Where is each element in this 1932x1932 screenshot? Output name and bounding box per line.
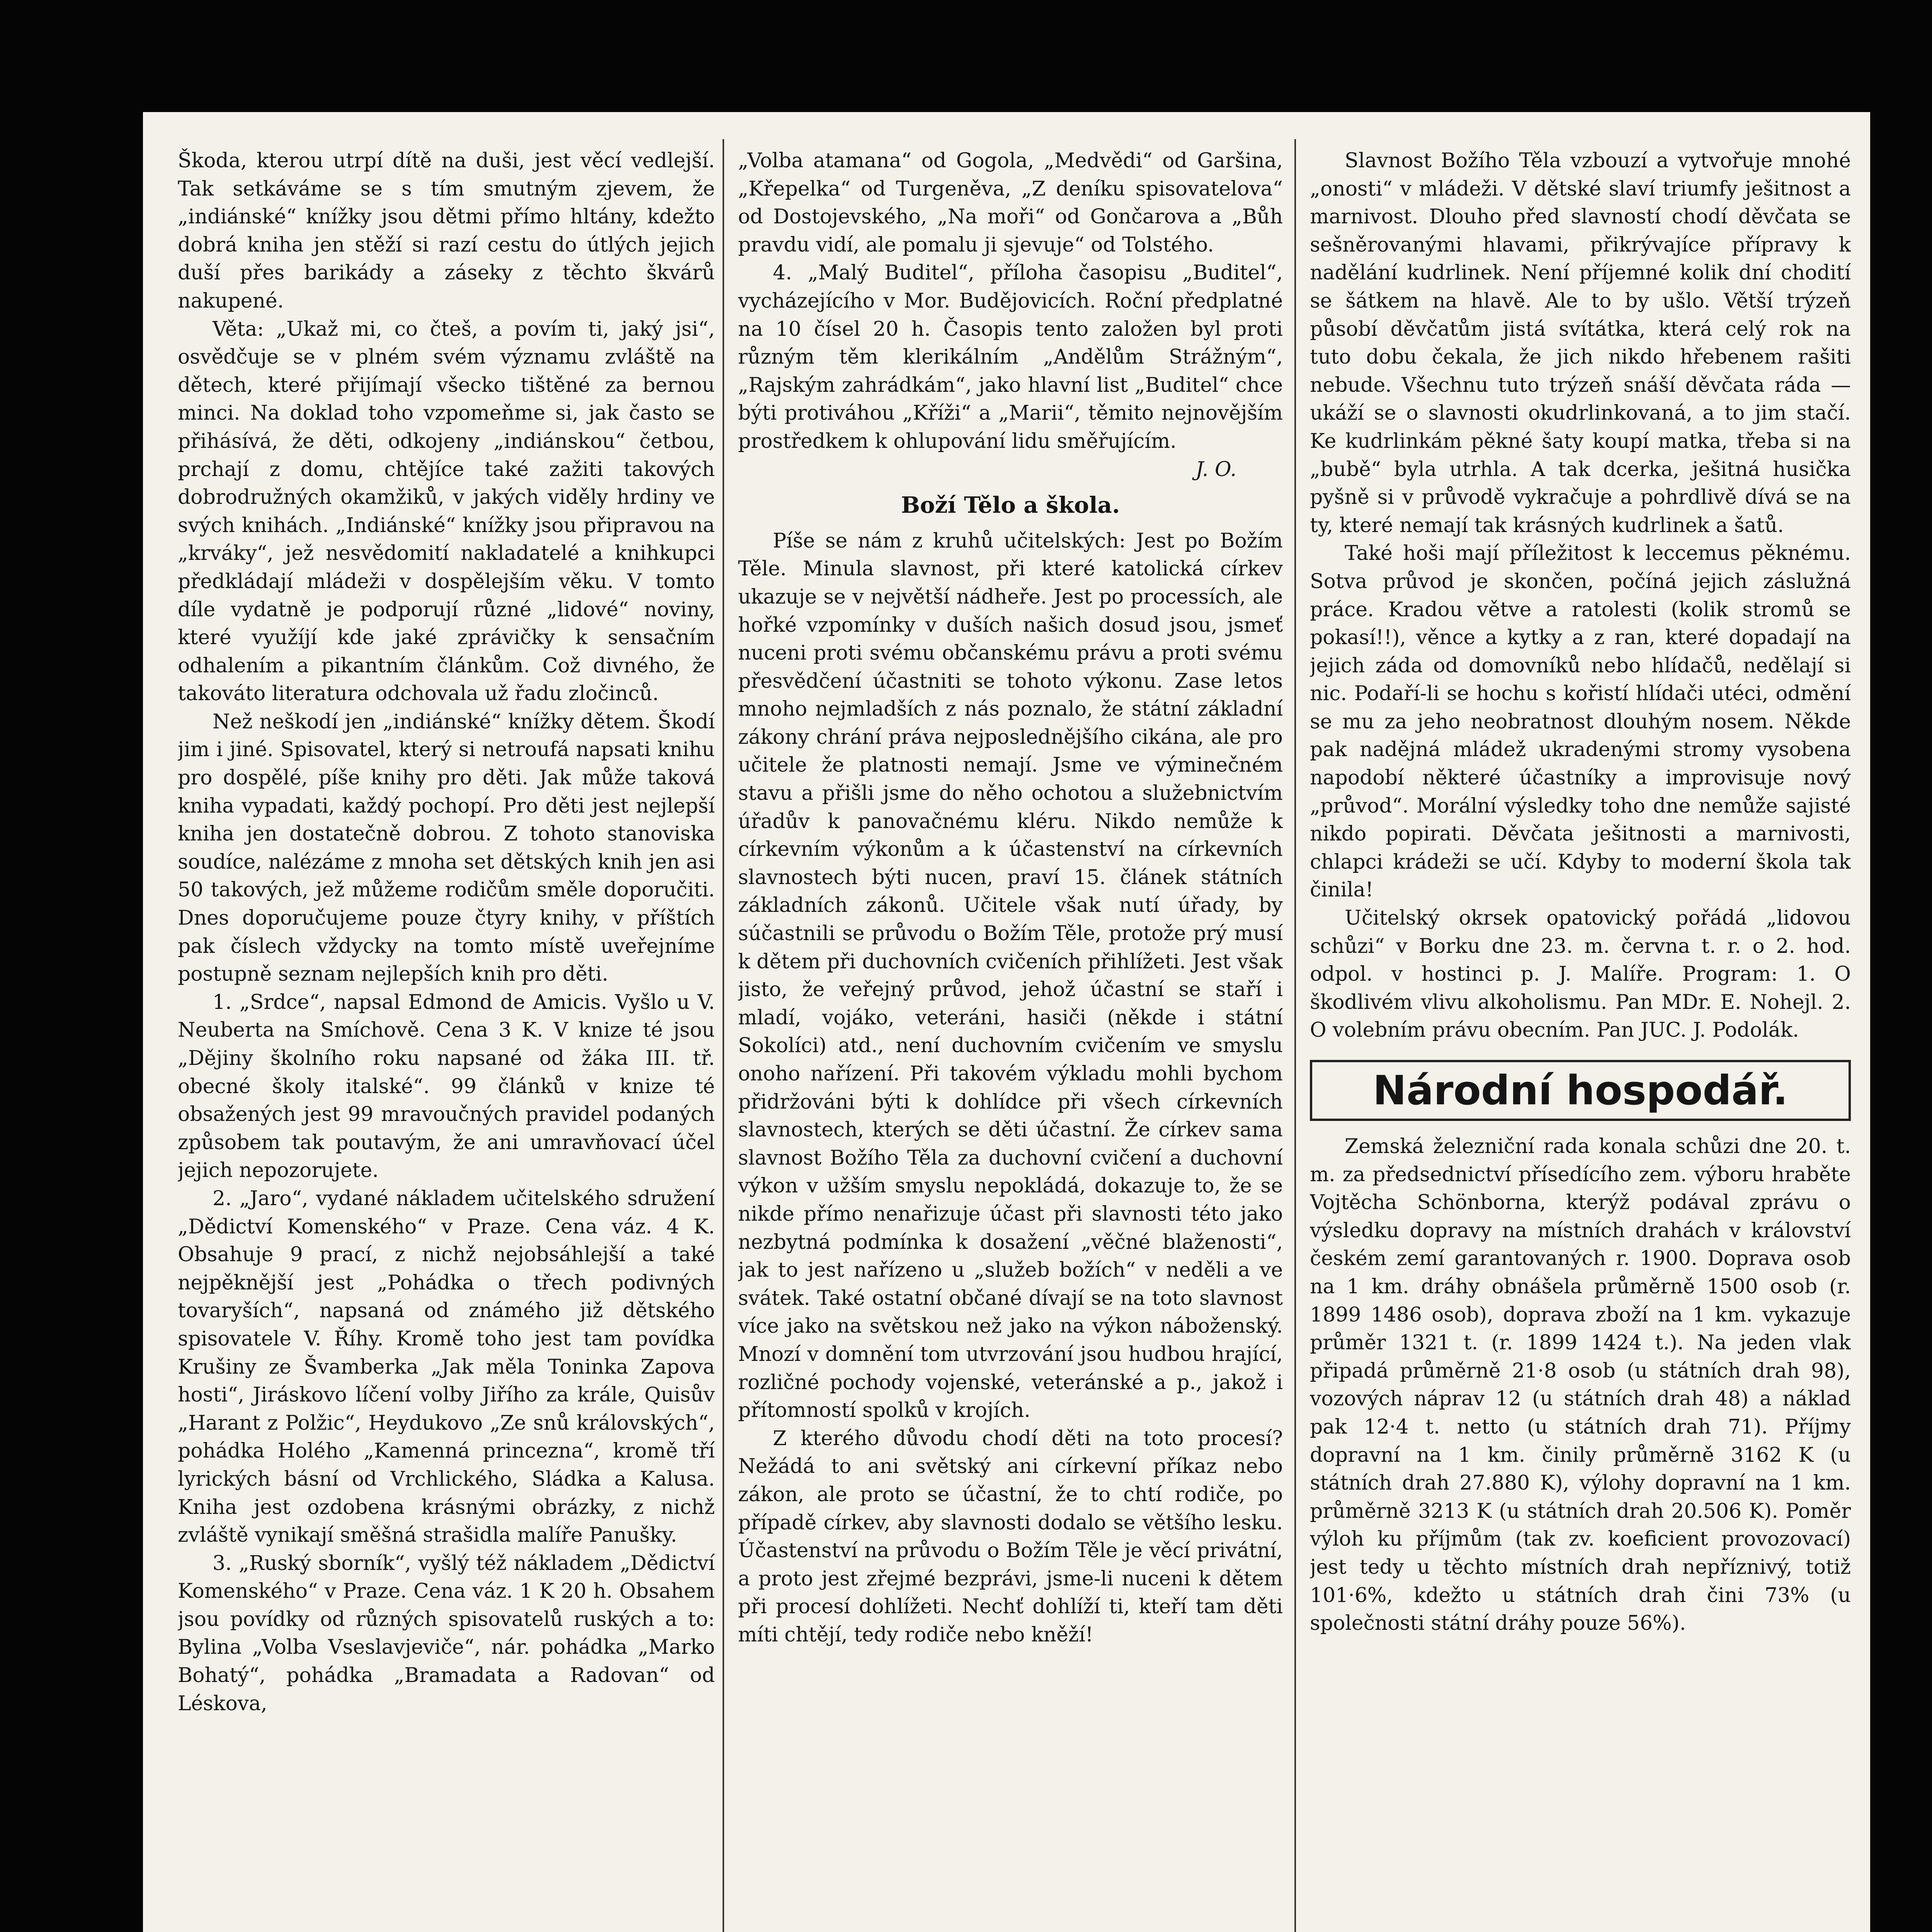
- column-divider: [1294, 139, 1296, 1932]
- column-divider: [723, 139, 724, 1932]
- paragraph: Píše se nám z kruhů učitelských: Jest po Božím Těle. Minula slavnost, při které katolická církev ukazuje se v největší nádheře. Jest po processích, ale hořké vzpomínky v duších našich dosud jsou, jsmeť nuceni proti svému občanskému právu a proti svému přesvědčení účastniti se tohoto výkonu. Zase letos mnoho nejmladších z nás poznalo, že státní základní zákony chrání práva nejposlednějšího cikána, ale pro učitele že platnosti nemají. Jsme ve výminečném stavu a přišli jsme do něho ochotou a služebnictvím úřadův k panovačnému kléru. Nikdo nemůže k církevním výkonům a k účastenství na církevních slavnostech býti nucen, praví 15. článek státních základních zákonů. Učitele však nutí úřady, by súčastnili se průvodu o Božím Těle, protože prý musí k dětem při duchovních cvičeních přihlížeti. Jest však jisto, že veřejný průvod, jehož účastní se staří i mladí, vojáko, veteráni, hasiči (někde i státní Sokolíci) atd., není duchovním cvičením ve smyslu onoho nařízení. Při takovém výkladu mohli bychom přidržováni býti k dohlídce při všech církevních slavnostech, kterých se děti účastní. Že církev sama slavnost Božího Těla za duchovní cvičení a duchovní výkon v užším smyslu nepokládá, dokazuje to, že se nikde přímo nenařizuje účast při slavnosti této jako nezbytná podmínka k dosažení „věčné blaženosti“, jak to jest nařízeno u „služeb božích“ v neděli a ve svátek. Také ostatní občané dívají se na toto slavnost více jako na světskou než jako na výkon náboženský. Mnozí v domnění tom utvrzování jsou hudbou hrající, rozličné pochody vojenské, veteránské a p., jakož i přítomností spolků v krojích.: [738, 529, 1283, 1422]
- column-3: [1310, 147, 1851, 1932]
- column-2: [738, 147, 1283, 1932]
- paragraph: „Volba atamana“ od Gogola, „Medvědi“ od Garšina, „Křepelka“ od Turgeněva, „Z deníku spisovatelova“ od Dostojevského, „Na moři“ od Gončarova a „Bůh pravdu vidí, ale pomalu ji sjevuje“ od Tolstého.: [738, 149, 1283, 257]
- paragraph: 2. „Jaro“, vydané nákladem učitelského sdružení „Dědictví Komenského“ v Praze. Cena váz. 4 K. Obsahuje 9 prací, z nichž nejobsáhlejší a také nejpěknější jest „Pohádka o třech podivných tovaryších“, napsaná od známého již dětského spisovatele V. Říhy. Kromě toho jest tam povídka Krušiny ze Švamberka „Jak měla Toninka Zapova hosti“, Jiráskovo líčení volby Jiřího za krále, Quisův „Harant z Polžic“, Heydukovo „Ze snů královských“, pohádka Holého „Kamenná princezna“, kromě tří lyrických básní od Vrchlického, Sládka a Kalusa. Kniha jest ozdobena krásnými obrázky, z nichž zvláště vynikají směšná strašidla malíře Panušky.: [178, 1187, 715, 1547]
- paragraph: Také hoši mají příležitost k leccemus pěknému. Sotva průvod je skončen, počíná jejich záslužná práce. Kradou větve a ratolesti (kolik stromů se pokasí!!), věnce a kytky a z ran, které dopadají na jejich záda od domovníků nebo hlídačů, nedělají si nic. Podaří-li se hochu s kořistí hlídači utéci, odmění se mu za jeho neobratnost dlouhým nosem. Někde pak nadějná mládež ukradenými stromy vysobena napodobí některé účastníky a improvisuje nový „průvod“. Morální výsledky toho dne nemůže sajisté nikdo popirati. Děvčata ješitnosti a marnivosti, chlapci krádeži se učí. Kdyby to moderní škola tak činila!: [1310, 542, 1851, 902]
- signature: J. O.: [1196, 457, 1236, 481]
- paragraph: Než neškodí jen „indiánské“ knížky dětem. Škodí jim i jiné. Spisovatel, který si netroufá napsati knihu pro dospělé, píše knihy pro děti. Jak může taková kniha vypadati, každý pochopí. Pro děti jest nejlepší kniha jen dostatečně dobrou. Z tohoto stanoviska soudíce, nalézáme z mnoha set dětských knih jen asi 50 takových, jež můžeme rodičům směle doporučiti. Dnes doporučujeme pouze čtyry knihy, v příštích pak číslech vždycky na tomto místě uveřejníme postupně seznam nejlepších knih pro děti.: [178, 710, 715, 986]
- section-title: Národní hospodář.: [1372, 1067, 1788, 1114]
- paragraph: 1. „Srdce“, napsal Edmond de Amicis. Vyšlo u V. Neuberta na Smíchově. Cena 3 K. V knize té jsou „Dějiny školního roku napsané od žáka III. tř. obecné školy italské“. 99 článků v knize té obsažených jest 99 mravoučných pravidel podaných způsobem tak poutavým, že ani umravňovací účel jejich nepozorujete.: [178, 990, 715, 1182]
- paragraph: 3. „Ruský sborník“, vyšlý též nákladem „Dědictví Komenského“ v Praze. Cena váz. 1 K 20 h. Obsahem jsou povídky od různých spisovatelů ruských a to: Bylina „Volba Vseslavjeviče“, nár. pohádka „Marko Bohatý“, pohádka „Bramadata a Radovan“ od Léskova,: [178, 1551, 715, 1715]
- section-title-box: [1310, 1060, 1851, 1121]
- paragraph: Učitelský okrsek opatovický pořádá „lidovou schůzi“ v Borku dne 23. m. června t. r. o 2. hod. odpol. v hostinci p. J. Malíře. Program: 1. O škodlivém vlivu alkoholismu. Pan MDr. E. Nohejl. 2. O volebním právu obecním. Pan JUC. J. Podolák.: [1310, 906, 1851, 1042]
- paragraph: 4. „Malý Buditel“, příloha časopisu „Buditel“, vycházejícího v Mor. Budějovicích. Roční předplatné na 10 čísel 20 h. Časopis tento založen byl proti různým těm klerikálním „Andělům Strážným“, „Rajským zahrádkám“, jako hlavní list „Buditel“ chce býti protiváhou „Kříži“ a „Marii“, těmito nejnovějším prostředkem k ohlupování lidu směřujícím.: [738, 261, 1283, 453]
- newspaper-page: [143, 112, 1870, 1932]
- paragraph: Z kterého důvodu chodí děti na toto procesí? Nežádá to ani světský ani církevní příkaz nebo zákon, ale proto se účastní, že to chtí rodiče, po případě církev, aby slavnosti dodalo se většího lesku. Účastenství na průvodu o Božím Těle je věcí privátní, a proto jest zřejmé bezprávi, jsme-li nuceni k dětem při procesí dohlížeti. Nechť dohlíží ti, kteří tam děti míti chtějí, tedy rodiče nebo kněží!: [738, 1427, 1283, 1646]
- paragraph: Věta: „Ukaž mi, co čteš, a povím ti, jaký jsi“, osvědčuje se v plném svém významu zvláště na dětech, které přijímají všecko tištěné za bernou minci. Na doklad toho vzpomeňme si, jak často se přihásívá, že děti, odkojeny „indiánskou“ četbou, prchají z domu, chtějíce také zažiti takových dobrodružných okamžiků, v jakých viděly hrdiny ve svých knihách. „Indiánské“ knížky jsou připravou na „krváky“, jež nesvědomití nakladatelé a knihkupci předkládají mládeži v dospělejším věku. V tomto díle vydatně je podporují různé „lidové“ noviny, které využíjí kde jaké zprávičky k sensačním odhalením a pikantním článkům. Což divného, že takováto literatura odchovala už řadu zločinců.: [178, 317, 715, 706]
- paragraph: Škoda, kterou utrpí dítě na duši, jest věcí vedlejší. Tak setkáváme se s tím smutným zjevem, že „indiánské“ knížky jsou dětmi přímo hltány, kdežto dobrá kniha jen stěží si razí cestu do útlých jejich duší přes barikády a záseky z těchto škvárů nakupené.: [178, 149, 715, 313]
- article-heading: Boží Tělo a škola.: [901, 492, 1120, 519]
- paragraph: Slavnost Božího Těla vzbouzí a vytvořuje mnohé „onosti“ v mládeži. V dětské slaví triumfy ješitnost a marnivost. Dlouho před slavností chodí děvčata se sešněrovanými hlavami, přikrývajíce přípravy k nadělání kudrlinek. Není příjemné kolik dní chodití se šátkem na hlavě. Ale to by ušlo. Větší trýzeň působí děvčatům jistá svítátka, která celý rok na tuto dobu čekala, že jich nikdo hřebenem rašiti nebude. Všechnu tuto trýzeň snáší děvčata ráda — ukáží se o slavnosti okudrlinkovaná, a to jim stačí. Ke kudrlinkám pěkné šaty koupí matka, třeba si na „bubě“ byla utrhla. A tak dcerka, ješitná husička pyšně si v průvodě vykračuje a pohrdlivě dívá se na ty, které nemají tak krásných kudrlinek a šatů.: [1310, 149, 1851, 537]
- column-1: [178, 147, 715, 1932]
- paragraph: Zemská železniční rada konala schůzi dne 20. t. m. za předsednictví přísedícího zem. výboru hraběte Vojtěcha Schönborna, kterýž podával zprávu o výsledku dopravy na místních drahách v království českém zemí garantovaných r. 1900. Doprava osob na 1 km. dráhy obnášela průměrně 1500 osob (r. 1899 1486 osob), doprava zboží na 1 km. vykazuje průměr 1321 t. (r. 1899 1424 t.). Na jeden vlak připadá průměrně 21·8 osob (u státních drah 98), vozových náprav 12 (u státních drah 48) a náklad pak 12·4 t. netto (u státních drah 71). Příjmy dopravní na 1 km. činily průměrně 3162 K (u státních drah 27.880 K), výlohy dopravní na 1 km. průměrně 3213 K (u státních drah 20.506 K). Poměr výloh ku příjmům (tak zv. koeficient provozovací) jest tedy u těchto místních drah nepříznivý, totiž 101·6%, kdežto u státních drah čini 73% (u společnosti státní dráhy pouze 56%).: [1310, 1135, 1851, 1635]
